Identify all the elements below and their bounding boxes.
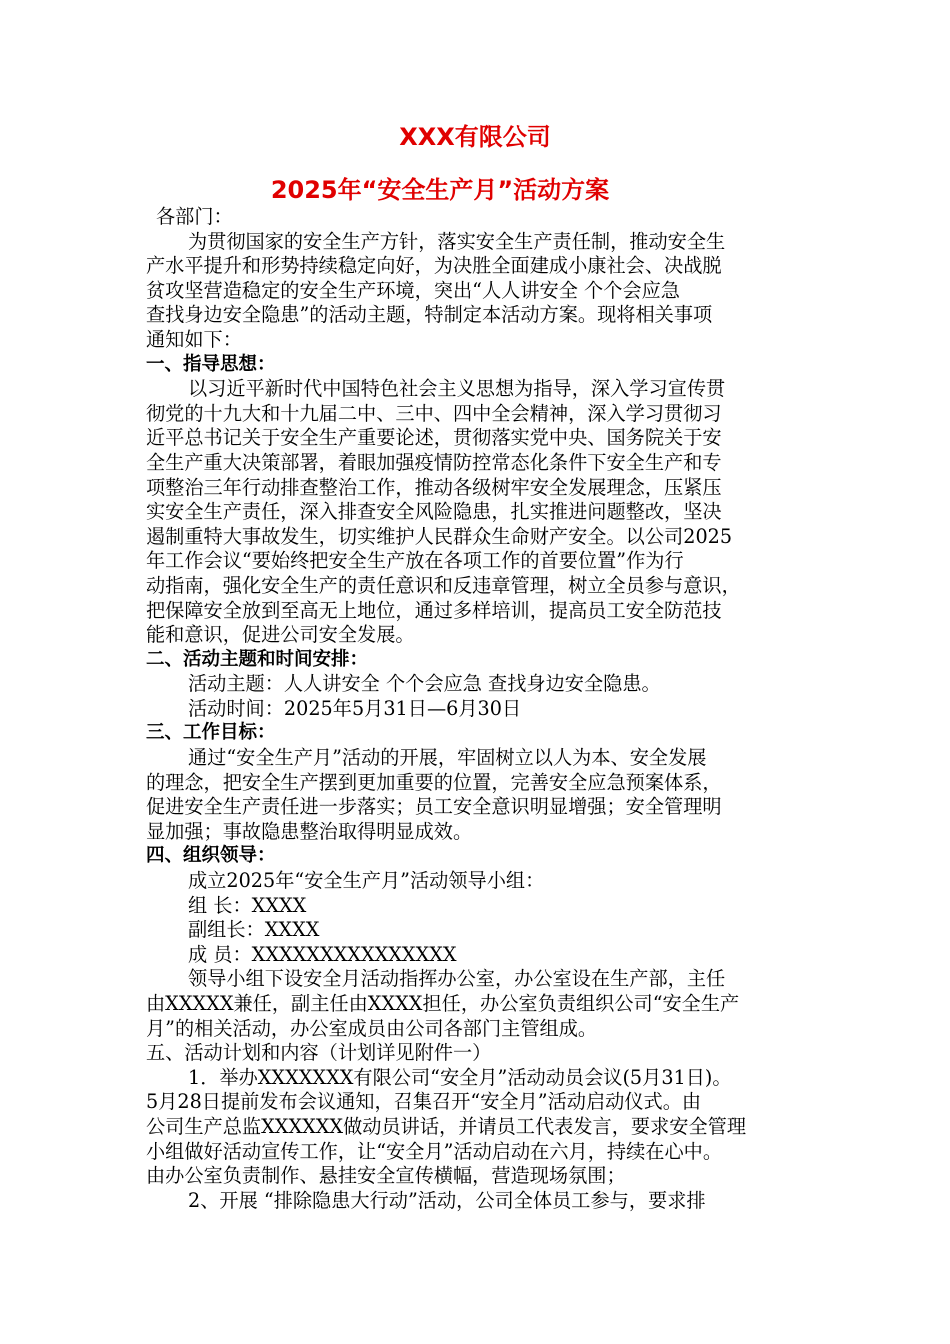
plan-title: 2025年“安全生产月”活动方案 (270, 176, 610, 204)
section3-line: 显加强；事故隐患整治取得明显成效。 (146, 819, 473, 843)
section3-line: 通过“安全生产月”活动的开展，牢固树立以人为本、安全发展 (188, 746, 707, 770)
office-line: 领导小组下设安全月活动指挥办公室，办公室设在生产部，主任 (188, 967, 726, 991)
deputy-leader: 副组长：XXXX (188, 918, 320, 942)
section1-line: 彻党的十九大和十九届二中、三中、四中全会精神，深入学习贯彻习 (146, 401, 722, 425)
section-heading-organization: 四、组织领导： (146, 845, 276, 867)
section3-line: 促进安全生产责任进一步落实；员工安全意识明显增强；安全管理明 (146, 795, 722, 819)
intro-line: 通知如下： (146, 327, 242, 351)
intro-line: 产水平提升和形势持续稳定向好，为决胜全面建成小康社会、决战脱 (146, 254, 722, 278)
section1-line: 年工作会议“要始终把安全生产放在各项工作的首要位置”作为行 (146, 549, 684, 573)
intro-line: 查找身边安全隐患”的活动主题，特制定本活动方案。现将相关事项 (146, 303, 713, 327)
item1-line: 1．举办XXXXXXX有限公司“安全月”活动动员会议(5月31日)。 (188, 1065, 732, 1089)
company-title: XXX有限公司 (399, 123, 551, 151)
section1-line: 近平总书记关于安全生产重要论述，贯彻落实党中央、国务院关于安 (146, 426, 722, 450)
activity-theme: 活动主题：人人讲安全 个个会应急 查找身边安全隐患。 (188, 672, 661, 696)
section1-line: 遏制重特大事故发生，切实维护人民群众生命财产安全。以公司2025 (146, 524, 733, 548)
section-heading-work-goals: 三、工作目标： (146, 722, 276, 744)
salutation: 各部门： (156, 205, 233, 228)
office-line: 月”的相关活动，办公室成员由公司各部门主管组成。 (146, 1016, 598, 1040)
section1-line: 把保障安全放到至高无上地位，通过多样培训，提高员工安全防范技 (146, 598, 722, 622)
office-line: 由XXXXX兼任，副主任由XXXX担任，办公室负责组织公司“安全生产 (146, 992, 740, 1015)
activity-time: 活动时间：2025年5月31日—6月30日 (188, 696, 522, 720)
section1-line: 项整治三年行动排查整治工作，推动各级树牢安全发展理念，压紧压 (146, 475, 722, 499)
section1-line: 实安全生产责任，深入排查安全风险隐患，扎实推进问题整改，坚决 (146, 500, 722, 524)
section3-line: 的理念，把安全生产摆到更加重要的位置，完善安全应急预案体系， (146, 770, 722, 794)
group-members: 成 员：XXXXXXXXXXXXXXX (188, 942, 457, 966)
section-heading-theme-schedule: 二、活动主题和时间安排： (146, 648, 369, 670)
section1-line: 全生产重大决策部署，着眼加强疫情防控常态化条件下安全生产和专 (146, 450, 722, 474)
item1-line: 由办公室负责制作、悬挂安全宣传横幅，营造现场氛围； (146, 1164, 626, 1188)
establish-group: 成立2025年“安全生产月”活动领导小组： (188, 869, 545, 893)
section1-line: 动指南，强化安全生产的责任意识和反违章管理，树立全员参与意识， (146, 573, 741, 597)
section-heading-guiding-ideology: 一、指导思想： (146, 353, 276, 375)
intro-line: 为贯彻国家的安全生产方针，落实安全生产责任制，推动安全生 (188, 229, 726, 253)
section1-line: 能和意识，促进公司安全发展。 (146, 623, 415, 647)
section-heading-activity-plan: 五、活动计划和内容（计划详见附件一） (146, 1041, 492, 1065)
item1-line: 5月28日提前发布会议通知，召集召开“安全月”活动启动仪式。由 (146, 1090, 702, 1114)
item1-line: 公司生产总监XXXXXX做动员讲话，并请员工代表发言，要求安全管理 (146, 1114, 747, 1138)
group-leader: 组 长：XXXX (188, 893, 307, 917)
item2-line: 2、开展 “排除隐患大行动”活动，公司全体员工参与，要求排 (188, 1188, 706, 1212)
item1-line: 小组做好活动宣传工作，让“安全月”活动启动在六月，持续在心中。 (146, 1139, 723, 1163)
document-body (146, 205, 818, 1213)
section1-line: 以习近平新时代中国特色社会主义思想为指导，深入学习宣传贯 (188, 377, 726, 401)
intro-line: 贫攻坚营造稳定的安全生产环境，突出“人人讲安全 个个会应急 (146, 278, 680, 302)
